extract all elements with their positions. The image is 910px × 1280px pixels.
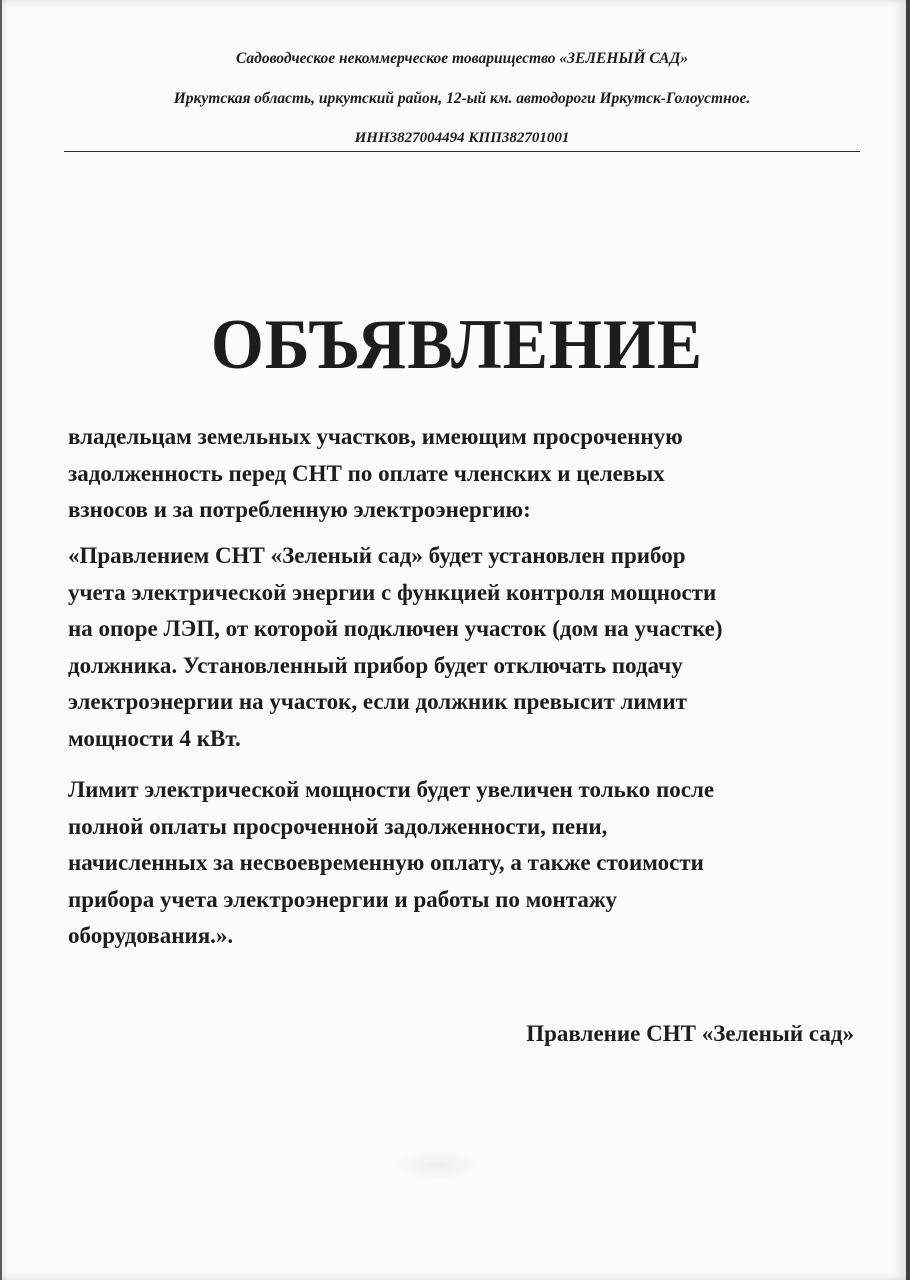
addressees-paragraph bbox=[68, 419, 858, 529]
text-line: Лимит электрической мощности будет увеличен только после bbox=[68, 777, 715, 802]
text-line: владельцам земельных участков, имеющим просроченную bbox=[68, 424, 683, 449]
text-line: прибора учета электроэнергии и работы по монтажу bbox=[68, 886, 618, 912]
page-edge-shadow bbox=[906, 0, 910, 1280]
text-line: полной оплаты просроченной задолженности, пени, bbox=[68, 813, 608, 839]
text-line: оборудования.». bbox=[68, 923, 234, 948]
meter-installation-paragraph bbox=[68, 538, 858, 757]
text-line: взносов и за потребленную электроэнергию: bbox=[68, 497, 531, 522]
organization-address: Иркутская область, иркутский район, 12-ый км. автодороги Иркутск-Голоустное. bbox=[173, 90, 751, 107]
organization-name: Садоводческое некоммерческое товарищество «ЗЕЛЕНЫЙ САД» bbox=[235, 50, 689, 67]
text-line: мощности 4 кВт. bbox=[68, 725, 241, 751]
text-line: задолженность перед СНТ по оплате членских и целевых bbox=[68, 460, 665, 486]
text-line: учета электрической энергии с функцией контроля мощности bbox=[68, 579, 717, 605]
power-limit-paragraph bbox=[68, 772, 858, 955]
notice-sheet bbox=[2, 0, 906, 1280]
text-line: должника. Установленный прибор будет отключать подачу bbox=[68, 652, 683, 678]
text-line: электроэнергии на участок, если должник превысит лимит bbox=[68, 689, 687, 714]
signature: Правление СНТ «Зеленый сад» bbox=[526, 1021, 854, 1046]
notice-title: ОБЪЯВЛЕНИЕ bbox=[210, 304, 704, 384]
tax-ids: ИНН3827004494 КПП382701001 bbox=[354, 130, 570, 146]
text-line: на опоре ЛЭП, от которой подключен участок (дом на участке) bbox=[68, 616, 723, 641]
text-line: начисленных за несвоевременную оплату, а также стоимости bbox=[68, 850, 704, 875]
text-line: «Правлением СНТ «Зеленый сад» будет установлен прибор bbox=[68, 543, 686, 568]
paper-smudge bbox=[392, 1150, 482, 1180]
header-divider bbox=[64, 151, 860, 152]
